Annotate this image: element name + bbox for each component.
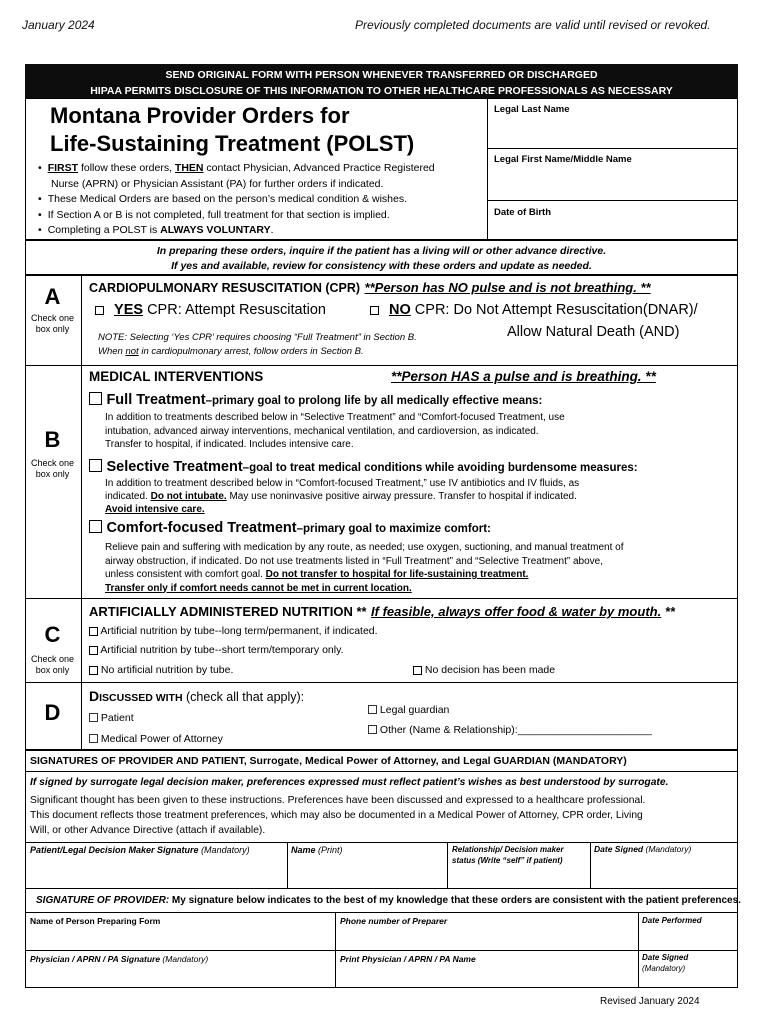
relationship-label: Relationship/ Decision maker status (Write “self” if patient) [452, 845, 564, 865]
date-performed-label: Date Performed [642, 916, 702, 925]
form-title: Montana Provider Orders for Life-Sustaining Treatment (POLST) [50, 103, 415, 156]
discussed-other-label: Other (Name & Relationship):_______________________ [379, 724, 652, 736]
section-b-subtitle: **Person HAS a pulse and is breathing. ** [391, 369, 656, 384]
dob-field[interactable] [488, 220, 737, 239]
discussed-guardian-checkbox[interactable] [368, 705, 377, 714]
discussed-guardian-label: Legal guardian [379, 704, 450, 716]
cpr-yes-checkbox[interactable] [95, 306, 104, 315]
name-print-field[interactable] [288, 858, 446, 887]
signatures-paragraph: Significant thought has been given to these instructions. Preferences have been discussed and expressed to a healthcare professional. This document reflects those treatment preferences, which may also be documented in a Medical Power of Attorney, CPR order, Living Will, or other Advance Directive (attach if available). [30, 795, 646, 836]
cpr-no-label: CPR: Do Not Attempt Resuscitation(DNAR)/ [410, 302, 698, 318]
section-a-title: CARDIOPULMONARY RESUSCITATION (CPR) [89, 281, 361, 295]
legal-last-name-label: Legal Last Name [494, 104, 570, 115]
preparer-phone-label: Phone number of Preparer [340, 916, 448, 926]
nutrition-short-term-label: Artificial nutrition by tube--short term/temporary only. [100, 644, 344, 656]
discussed-patient-label: Patient [100, 712, 134, 724]
nutrition-long-term-checkbox[interactable] [89, 627, 98, 636]
section-b-letter: B [44, 427, 61, 452]
selective-treatment-text: In addition to treatment described below in “Comfort-focused Treatment,” use IV antibiotics and IV fluids, as indicated. Do not intubate. May use noninvasive positive airway pressure. Transfer to hospital if indicated. Avoid intensive care. [105, 478, 580, 515]
selective-treatment-label: Selective Treatment [106, 459, 243, 475]
no-decision-checkbox[interactable] [413, 666, 422, 675]
discussed-mpoa-label: Medical Power of Attorney [100, 733, 223, 745]
physician-signature-field[interactable] [26, 966, 334, 987]
comfort-treatment-text: Relieve pain and suffering with medication by any route, as needed; use oxygen, suctioning, and manual treatment of airway obstruction, if indicated. Do not use treatments listed in “Full Treatment” and “Selective Treatment” above, unless consistent with comfort goal. Do not transfer to hospital for life-sustaining treatment. Transfer only if comfort needs cannot be met in current location. [105, 542, 624, 594]
discussed-other-checkbox[interactable] [368, 725, 377, 734]
discussed-patient-checkbox[interactable] [89, 713, 98, 722]
header-date: January 2024 [22, 18, 95, 32]
section-d-letter: D [44, 700, 61, 725]
cpr-no-label-line2: Allow Natural Death (AND) [507, 324, 680, 340]
comfort-treatment-checkbox[interactable] [89, 520, 102, 533]
relationship-field[interactable] [448, 866, 589, 887]
banner [25, 64, 738, 98]
section-c-subtitle: If feasible, always offer food & water by mouth. [371, 604, 662, 619]
instructions-list: • FIRST follow these orders, THEN contact Physician, Advanced Practice Registered Nurse (APRN) or Physician Assistant (PA) for further orders if indicated. • These Medical Orders are based on the person’s medical condition & wishes. • If Section A or B is not completed, full treatment for that section is implied. • Completing a POLST is ALWAYS VOLUNTARY. [38, 161, 435, 239]
date-signed-field[interactable] [591, 858, 737, 887]
cpr-no-checkbox[interactable] [370, 306, 379, 315]
no-decision-label: No decision has been made [424, 664, 556, 676]
nutrition-long-term-label: Artificial nutrition by tube--long term/permanent, if indicated. [100, 625, 378, 637]
preparer-name-label: Name of Person Preparing Form [30, 916, 161, 926]
section-d-title: DISCUSSED WITH (check all that apply): [89, 688, 305, 704]
section-c-title: ARTIFICIALLY ADMINISTERED NUTRITION ** [89, 604, 367, 619]
section-c-check-one: Check one box only [30, 654, 75, 675]
full-treatment-label: Full Treatment [106, 392, 206, 408]
footer-revised: Revised January 2024 [600, 996, 700, 1007]
section-a-note2: When not in cardiopulmonary arrest, follow orders in Section B. [98, 346, 364, 357]
comfort-treatment-label: Comfort-focused Treatment [106, 520, 297, 536]
preparer-phone-field[interactable] [336, 928, 637, 949]
section-a-subtitle: **Person has NO pulse and is not breathing. ** [364, 280, 651, 295]
print-physician-label: Print Physician / APRN / PA Name [340, 954, 476, 964]
section-b-title: MEDICAL INTERVENTIONS [89, 369, 264, 384]
no-nutrition-label: No artificial nutrition by tube. [100, 664, 234, 676]
section-a-letter: A [44, 284, 61, 309]
legal-first-name-label: Legal First Name/Middle Name [494, 154, 632, 165]
date-signed2-label: Date Signed (Mandatory) [642, 953, 689, 973]
patient-signature-field[interactable] [26, 858, 286, 887]
legal-last-name-field[interactable] [488, 118, 737, 147]
inquire-line1: In preparing these orders, inquire if the patient has a living will or other advance directive. [156, 245, 607, 257]
inquire-line2: If yes and available, review for consistency with these orders and update as needed. [171, 260, 592, 272]
section-c-letter: C [44, 622, 61, 647]
nutrition-short-term-checkbox[interactable] [89, 646, 98, 655]
banner-line1: SEND ORIGINAL FORM WITH PERSON WHENEVER TRANSFERRED OR DISCHARGED [165, 69, 598, 81]
cpr-yes-label: CPR: Attempt Resuscitation [143, 302, 326, 318]
discussed-mpoa-checkbox[interactable] [89, 734, 98, 743]
date-performed-field[interactable] [639, 928, 737, 949]
dob-label: Date of Birth [494, 207, 551, 218]
patient-signature-label: Patient/Legal Decision Maker Signature (Mandatory) [30, 845, 250, 855]
selective-treatment-checkbox[interactable] [89, 459, 102, 472]
header-validity: Previously completed documents are valid until revised or revoked. [355, 18, 711, 32]
section-a-check-one: Check one box only [30, 313, 75, 334]
section-a-note1: NOTE: Selecting ‘Yes CPR’ requires choosing “Full Treatment” in Section B. [98, 332, 417, 343]
surrogate-note: If signed by surrogate legal decision maker, preferences expressed must reflect patient’s wishes as best understood by surrogate. [30, 777, 669, 788]
legal-first-name-field[interactable] [488, 168, 737, 199]
print-physician-field[interactable] [336, 966, 637, 987]
full-treatment-checkbox[interactable] [89, 392, 102, 405]
physician-signature-label: Physician / APRN / PA Signature (Mandatory) [30, 954, 209, 964]
name-print-label: Name (Print) [291, 845, 343, 855]
preparer-name-field[interactable] [26, 928, 334, 949]
no-nutrition-checkbox[interactable] [89, 666, 98, 675]
signatures-heading: SIGNATURES OF PROVIDER AND PATIENT, Surrogate, Medical Power of Attorney, and Legal GUARDIAN (MANDATORY) [30, 755, 627, 767]
date-signed-label: Date Signed (Mandatory) [594, 844, 692, 854]
banner-line2: HIPAA PERMITS DISCLOSURE OF THIS INFORMATION TO OTHER HEALTHCARE PROFESSIONALS AS NECESSARY [90, 85, 673, 97]
provider-statement: SIGNATURE OF PROVIDER: My signature below indicates to the best of my knowledge that these orders are consistent with the patient preferences. [36, 895, 741, 906]
section-b-check-one: Check one box only [30, 458, 75, 479]
date-signed2-field[interactable] [639, 975, 737, 987]
full-treatment-text: In addition to treatments described below in “Selective Treatment” and “Comfort-focused Treatment, use intubation, advanced airway interventions, mechanical ventilation, and cardioversion, as indicated. Transfer to hospital, if indicated. Includes intensive care. [105, 412, 565, 450]
